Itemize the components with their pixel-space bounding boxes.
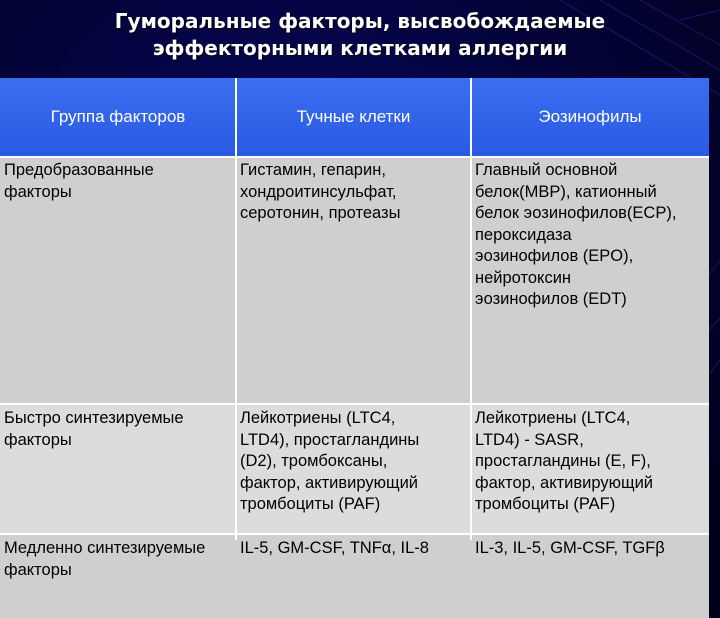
header-cell-group: Группа факторов (50, 107, 186, 127)
cell-line: Предобразованные (4, 161, 154, 179)
cell-line: Гистамин, гепарин, (240, 161, 386, 179)
cell-line: (D2), тромбоксаны, (240, 452, 388, 470)
cell-line: LTD4) - SASR, (475, 430, 584, 449)
cell-line: Быстро синтезируемые (4, 409, 184, 427)
cell-line: Главный основной (475, 161, 618, 179)
cell-eosinophils (471, 404, 709, 534)
cell-line: факторы (4, 560, 72, 579)
cell-line: белок эозинофилов(ECP), (475, 204, 677, 222)
cell-line: фактор, активирующий (475, 473, 654, 492)
cell-line: тромбоциты (PAF) (240, 495, 381, 513)
table-header-row (0, 78, 709, 156)
slide-title-line-1: Гуморальные факторы, высвобождаемые (114, 9, 606, 33)
header-cell-eosinophils: Эозинофилы (538, 107, 642, 127)
cell-line: простагландины (E, F), (475, 452, 651, 470)
cell-mast-cells (236, 156, 471, 404)
cell-line: белок(MBP), катионный (475, 182, 657, 201)
cell-line: нейротоксин (475, 268, 572, 287)
cell-mast-cells (236, 404, 471, 534)
cell-line: хондроитинсульфат, (240, 182, 397, 201)
cell-eosinophils (471, 156, 709, 404)
cell-line: эозинофилов (EDT) (475, 290, 627, 308)
table-row (0, 404, 709, 534)
cell-line: эозинофилов (EPO), (475, 247, 634, 265)
cell-eosinophils (471, 534, 709, 618)
row-divider (0, 403, 709, 405)
cell-line: факторы (4, 182, 72, 201)
table-row (0, 534, 709, 618)
factors-table (0, 78, 709, 579)
cell-line: IL-3, IL-5, GM-CSF, TGFβ (475, 539, 665, 557)
cell-group (0, 534, 236, 618)
cell-line: IL-5, GM-CSF, TNFα, IL-8 (240, 539, 429, 557)
cell-line: Лейкотриены (LTC4, (475, 409, 631, 427)
cell-line: Медленно синтезируемые (4, 539, 206, 557)
cell-line: тромбоциты (PAF) (475, 495, 616, 513)
column-divider (470, 78, 472, 540)
column-divider (235, 78, 237, 540)
cell-line: фактор, активирующий (240, 473, 419, 492)
slide-title (0, 8, 720, 62)
cell-group (0, 156, 236, 404)
table-row (0, 156, 709, 404)
row-divider (0, 533, 709, 535)
cell-group (0, 404, 236, 534)
row-divider (0, 156, 709, 158)
header-cell-mast-cells: Тучные клетки (296, 107, 411, 127)
cell-line: факторы (4, 430, 72, 449)
cell-line: LTD4), простагландины (240, 430, 420, 449)
cell-line: серотонин, протеазы (240, 204, 401, 222)
cell-line: пероксидаза (475, 225, 572, 244)
cell-mast-cells (236, 534, 471, 618)
slide-title-line-2: эффекторными клетками аллергии (152, 36, 568, 60)
cell-line: Лейкотриены (LTC4, (240, 409, 396, 427)
